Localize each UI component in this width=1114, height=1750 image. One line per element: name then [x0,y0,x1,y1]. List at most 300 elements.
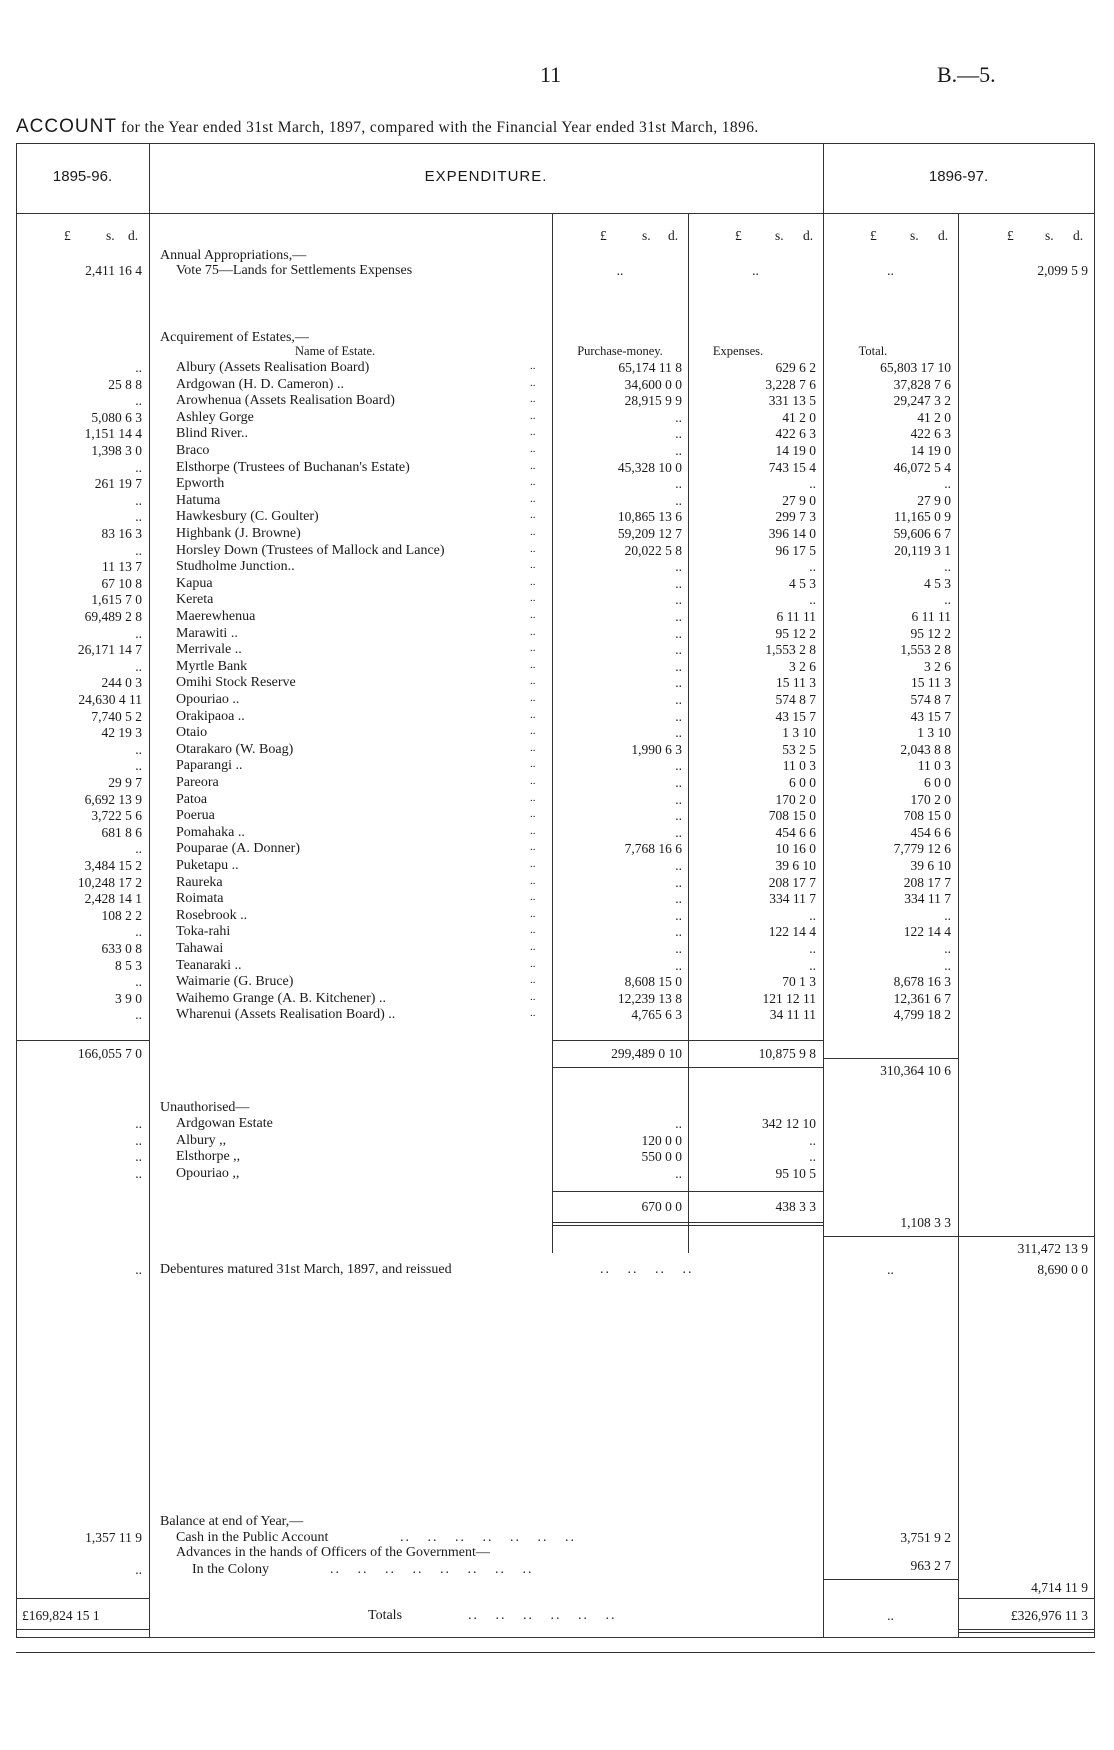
estate-expenses: 208 17 7 [768,874,816,890]
estate-leader: .. [530,360,536,372]
cash-prev: 1,357 11 9 [85,1530,142,1545]
estate-prev-year: 67 10 8 [101,575,142,591]
estate-total: 37,828 7 6 [893,376,951,392]
totals-total: .. [887,1608,894,1623]
unauthorised-subtotal-total: 1,108 3 3 [900,1215,951,1230]
rule-estates-subtotal [552,1040,823,1041]
estate-total: 43 15 7 [910,708,951,724]
estate-prev-year: .. [135,393,142,409]
estate-total: 4 5 3 [924,575,951,591]
estate-prev-year: .. [135,974,142,990]
estate-prev-year: .. [135,542,142,558]
estate-leader: .. [530,874,536,887]
estate-total: 170 2 0 [910,791,951,807]
estate-purchase: 20,022 5 8 [624,542,682,558]
estate-leader: .. [530,824,536,837]
estate-expenses: 122 14 4 [768,924,816,940]
estate-leader: .. [530,741,536,754]
colony-leader: .. .. .. .. .. .. .. .. [330,1562,534,1577]
estate-name: Waihemo Grange (A. B. Kitchener) .. [176,990,386,1006]
estate-purchase: .. [675,642,682,658]
estate-prev-year: 6,692 13 9 [84,791,142,807]
vote-75-expenses: .. [752,263,759,278]
estate-name: Puketapu .. [176,858,239,873]
totals-grand: £326,976 11 3 [1010,1608,1088,1623]
rule-prev-subtotal [16,1040,149,1041]
estate-leader: .. [530,907,536,920]
estate-purchase: .. [675,808,682,824]
estate-purchase: 28,915 9 9 [624,393,682,409]
estate-prev-year: 24,630 4 11 [78,692,142,707]
unauthorised-name: Ardgowan Estate [176,1116,273,1131]
estate-expenses: 574 8 7 [775,692,816,707]
estate-name: Horsley Down (Trustees of Mallock and Lance) [176,542,445,558]
rule-totals-grand-under [958,1629,1094,1630]
estate-prev-year: 5,080 6 3 [91,409,142,425]
estate-leader: .. [530,924,536,937]
estate-purchase: .. [675,492,682,508]
estate-name: Arowhenua (Assets Realisation Board) [176,393,395,409]
unauthorised-expenses: .. [809,1132,816,1148]
estate-purchase: .. [675,409,682,425]
estate-purchase: .. [675,791,682,807]
report-reference: B.—5. [937,62,996,87]
estate-expenses: .. [809,907,816,923]
account-title [16,116,759,138]
lsd-shillings: s. [910,228,919,243]
estate-total: 708 15 0 [903,808,951,824]
estate-expenses: 454 6 6 [775,824,816,840]
estate-purchase: .. [675,957,682,973]
estate-leader: .. [530,625,536,638]
unauthorised-name: Elsthorpe ,, [176,1149,241,1165]
estate-purchase: .. [675,609,682,624]
estate-leader: .. [530,509,536,522]
estate-leader: .. [530,758,536,771]
estate-leader: .. [530,443,536,455]
rule-totals-prev [16,1598,149,1599]
estate-total: 7,779 12 6 [893,841,951,857]
vote-75-total: .. [887,263,894,278]
column-header-1895-96: 1895-96. [52,168,113,185]
estate-expenses: .. [809,476,816,492]
estate-total: 334 11 7 [904,891,951,907]
estate-purchase: .. [675,775,682,790]
estate-prev-year: 25 8 8 [108,376,142,392]
estate-expenses: 96 17 5 [775,542,816,558]
lsd-pence: d. [938,228,949,243]
estate-purchase: 7,768 16 6 [624,841,682,857]
estate-purchase: .. [675,559,682,575]
estate-name: Merrivale .. [176,642,242,658]
estate-expenses: .. [809,957,816,973]
estate-leader: .. [530,459,536,472]
estate-purchase: .. [675,858,682,873]
estate-prev-year: 244 0 3 [101,675,142,691]
estate-prev-year: .. [135,360,142,375]
estate-prev-year: 3,484 15 2 [84,858,142,873]
estate-name: Otarakaro (W. Boag) [176,741,294,757]
vote-75-label: Vote 75—Lands for Settlements Expenses [176,263,413,278]
estate-name: Poerua [176,808,215,824]
lsd-pound: £ [600,228,607,243]
estate-prev-year: 1,398 3 0 [91,443,142,458]
estate-leader: .. [530,891,536,904]
estate-total: 454 6 6 [910,824,951,840]
debentures-total: .. [887,1262,894,1277]
estate-prev-year: 261 19 7 [94,476,142,492]
estate-leader: .. [530,974,536,987]
estate-expenses: 53 2 5 [782,741,816,757]
estate-leader: .. [530,957,536,970]
estate-prev-year: .. [135,509,142,525]
debentures-prev: .. [135,1262,142,1277]
estate-purchase: 34,600 0 0 [624,376,682,392]
colony-value: 963 2 7 [910,1558,951,1573]
estate-prev-year: 11 13 7 [102,559,142,575]
estate-name: Albury (Assets Realisation Board) [176,360,370,375]
rule-totals-grand-double [958,1632,1094,1633]
estate-name: Studholme Junction.. [176,559,295,575]
lsd-pound: £ [64,228,71,243]
estate-leader: .. [530,941,536,953]
estate-leader: .. [530,426,536,439]
estate-total: 27 9 0 [917,492,951,508]
estate-purchase: .. [675,443,682,458]
estate-total: 122 14 4 [903,924,951,940]
lsd-pound: £ [1007,228,1014,243]
totals-leader: .. .. .. .. .. .. [468,1608,617,1623]
estate-name: Otaio [176,725,208,741]
estate-total: 2,043 8 8 [900,741,951,757]
estate-purchase: .. [675,575,682,591]
estate-total: 6 11 11 [911,609,951,624]
estate-total: 20,119 3 1 [894,542,951,558]
estate-prev-year: 1,615 7 0 [91,592,142,608]
estate-purchase: .. [675,941,682,956]
unauthorised-prev-year: .. [135,1132,142,1148]
estate-expenses: 4 5 3 [789,575,816,591]
debentures-label: Debentures matured 31st March, 1897, and reissued [160,1262,452,1277]
rule-left [16,143,17,1637]
estate-total: 12,361 6 7 [893,990,951,1006]
estate-leader: .. [530,841,536,854]
acquirement-heading: Acquirement of Estates,— [160,330,309,345]
estate-expenses: 6 0 0 [789,775,816,790]
estate-expenses: 6 11 11 [776,609,816,624]
estate-prev-year: 3,722 5 6 [91,808,142,824]
estate-leader: .. [530,526,536,538]
vote-75-grand: 2,099 5 9 [1037,263,1088,278]
estate-total: .. [944,559,951,575]
estate-purchase: .. [675,891,682,907]
rule-right [958,213,959,1637]
estate-purchase: 10,865 13 6 [617,509,682,525]
lsd-pound: £ [870,228,877,243]
unauthorised-prev-year: .. [135,1116,142,1131]
estate-name: Braco [176,443,210,458]
estate-leader: .. [530,775,536,787]
estate-prev-year: .. [135,924,142,940]
estate-leader: .. [530,808,536,821]
estate-expenses: 11 0 3 [782,758,816,774]
estate-total: 15 11 3 [911,675,951,691]
column-header-expenditure: EXPENDITURE. [424,168,548,185]
estate-total: 4,799 18 2 [893,1007,951,1023]
estate-leader: .. [530,990,536,1003]
estate-prev-year: 681 8 6 [101,824,142,840]
estate-name: Highbank (J. Browne) [176,526,301,541]
totals-prev: £169,824 15 1 [22,1608,100,1623]
estate-name: Opouriao .. [176,692,240,707]
estate-total: 11,165 0 9 [894,509,951,525]
purchase-money-header: Purchase-money. [577,344,663,358]
estate-expenses: 121 12 11 [762,990,816,1006]
estate-name: Omihi Stock Reserve [176,675,296,691]
estate-purchase: .. [675,758,682,774]
estate-name: Blind River.. [176,426,248,442]
estate-purchase: .. [675,907,682,923]
unauthorised-prev-year: .. [135,1165,142,1181]
advances-label: Advances in the hands of Officers of the Government— [176,1545,490,1560]
estate-prev-year: .. [135,741,142,757]
unauthorised-purchase: 550 0 0 [641,1149,682,1165]
vote-75-prev: 2,411 16 4 [85,263,142,278]
estate-total: 59,606 6 7 [893,526,951,541]
estate-prev-year: 26,171 14 7 [77,642,142,658]
rule-unauth-subtotal-under [552,1222,823,1223]
estate-name: Orakipaoa .. [176,708,245,724]
estate-purchase: .. [675,692,682,707]
estate-name: Pareora [176,775,219,790]
estate-expenses: .. [809,941,816,956]
cash-label: Cash in the Public Account [176,1530,329,1545]
estate-name: Paparangi .. [176,758,243,774]
rule-unauth-subtotal-double [552,1225,823,1226]
lsd-pence: d. [803,228,814,243]
estate-purchase: .. [675,592,682,608]
unauthorised-heading: Unauthorised— [160,1100,250,1115]
estate-prev-year: .. [135,492,142,508]
lsd-pence: d. [1073,228,1084,243]
estate-prev-year: 2,428 14 1 [84,891,142,907]
estate-expenses: 3,228 7 6 [765,376,816,392]
colony-prev: .. [135,1562,142,1577]
estate-expenses: 27 9 0 [782,492,816,508]
estate-prev-year: 83 16 3 [101,526,142,541]
estate-leader: .. [530,791,536,804]
estate-prev-year: .. [135,658,142,674]
estate-expenses: 422 6 3 [775,426,816,442]
unauthorised-name: Albury ,, [176,1132,227,1148]
estate-total: 8,678 16 3 [893,974,951,990]
estate-leader: .. [530,409,536,422]
estate-prev-year: .. [135,459,142,475]
estate-name: Teanaraki .. [176,957,242,973]
rule-totals-grand [958,1598,1094,1599]
estate-name: Pouparae (A. Donner) [176,841,301,857]
table-top-rule [16,143,1095,144]
rule-total-subtotal [823,1058,958,1059]
estate-prev-year: 7,740 5 2 [91,708,142,724]
estate-purchase: 8,608 15 0 [624,974,682,990]
estate-total: 3 2 6 [924,658,951,674]
rule-unauth-total [823,1236,1094,1237]
rule-balance [823,1579,958,1580]
estate-name: Tahawai [176,941,224,956]
estate-expenses: 708 15 0 [768,808,816,824]
estate-leader: .. [530,725,536,738]
estate-expenses: 743 15 4 [768,459,816,475]
estate-purchase: .. [675,658,682,674]
estate-total: 208 17 7 [903,874,951,890]
estate-purchase: .. [675,725,682,741]
estate-name: Elsthorpe (Trustees of Buchanan's Estate) [176,459,410,475]
estate-name: Ardgowan (H. D. Cameron) .. [176,376,344,392]
estate-expenses: 170 2 0 [775,791,816,807]
appropriations-heading: Annual Appropriations,— [160,248,307,263]
estate-purchase: .. [675,874,682,890]
estate-leader: .. [530,692,536,704]
estate-purchase: .. [675,476,682,492]
estate-prev-year: 633 0 8 [101,941,142,956]
estate-prev-year: 29 9 7 [108,775,142,790]
estate-total: 574 8 7 [910,692,951,707]
unauthorised-prev-year: .. [135,1149,142,1165]
estate-purchase: .. [675,625,682,641]
estate-total: .. [944,476,951,492]
estate-leader: .. [530,858,536,870]
unauthorised-expenses: 342 12 10 [762,1116,816,1131]
unauthorised-purchase: .. [675,1116,682,1131]
unauthorised-expenses: .. [809,1149,816,1165]
name-of-estate-header: Name of Estate. [295,344,376,358]
estate-name: Ashley Gorge [176,409,254,425]
estate-leader: .. [530,592,536,605]
estate-total: 11 0 3 [917,758,951,774]
estates-subtotal-prev: 166,055 7 0 [77,1046,142,1061]
colony-label: In the Colony [192,1562,269,1577]
rule-estates-subtotal-under [552,1067,823,1068]
vote-75-purchase: .. [616,263,624,278]
estate-total: 39 6 10 [910,858,951,873]
estate-name: Raureka [176,874,223,890]
estate-name: Marawiti .. [176,625,238,641]
unauthorised-purchase: 120 0 0 [641,1132,682,1148]
estate-prev-year: 42 19 3 [101,725,142,741]
estate-leader: .. [530,708,536,721]
estate-expenses: 95 12 2 [775,625,816,641]
balance-total: 4,714 11 9 [1031,1580,1088,1595]
estate-expenses: 3 2 6 [789,658,816,674]
unauthorised-subtotal-expenses: 438 3 3 [775,1199,816,1214]
estate-name: Rosebrook .. [176,907,248,923]
estate-prev-year: 3 9 0 [115,990,142,1006]
estate-expenses: 331 13 5 [768,393,816,409]
estate-prev-year: .. [135,758,142,774]
estate-prev-year: 69,489 2 8 [84,609,142,624]
lsd-shillings: s. [1045,228,1054,243]
estate-total: 422 6 3 [910,426,951,442]
estate-purchase: 1,990 6 3 [631,741,682,757]
estate-leader: .. [530,476,536,489]
estate-total: 95 12 2 [910,625,951,641]
totals-label: Totals [368,1608,403,1623]
estate-expenses: 334 11 7 [769,891,816,907]
estate-expenses: 41 2 0 [782,409,816,425]
rule-unauth-subtotal [552,1191,823,1192]
estate-purchase: .. [675,675,682,691]
estate-prev-year: .. [135,625,142,641]
estate-total: .. [944,941,951,956]
estate-expenses: 1 3 10 [782,725,816,741]
estate-expenses: 39 6 10 [775,858,816,873]
estate-name: Waimarie (G. Bruce) [176,974,294,990]
unauthorised-purchase: .. [675,1165,682,1181]
balance-heading: Balance at end of Year,— [160,1514,304,1529]
page-number: 11 [540,62,562,87]
estate-purchase: 4,765 6 3 [631,1007,682,1023]
lsd-shillings: s. [642,228,651,243]
estates-subtotal-expenses: 10,875 9 8 [758,1046,816,1061]
estate-purchase: .. [675,824,682,840]
estate-name: Myrtle Bank [176,658,248,674]
estate-total: 41 2 0 [917,409,951,425]
estate-purchase: .. [675,924,682,940]
header-bottom-rule [16,213,1095,214]
estate-name: Kapua [176,575,213,591]
lsd-shillings: s. [106,228,115,243]
estate-purchase: 12,239 13 8 [617,990,682,1006]
unauthorised-subtotal-purchase: 670 0 0 [641,1199,682,1214]
account-title-lead: ACCOUNT [16,116,117,137]
total-header: Total. [858,344,888,358]
debentures-leader: .. .. .. .. [600,1262,694,1277]
estate-prev-year: .. [135,1007,142,1023]
estate-prev-year: .. [135,841,142,857]
estate-leader: .. [530,609,536,621]
estate-expenses: 299 7 3 [775,509,816,525]
estate-expenses: 15 11 3 [776,675,816,691]
estate-name: Hawkesbury (C. Goulter) [176,509,319,525]
estate-leader: .. [530,675,536,688]
estate-leader: .. [530,575,536,588]
unauthorised-name: Opouriao ,, [176,1165,240,1181]
estate-purchase: 65,174 11 8 [618,360,682,375]
estate-total: .. [944,592,951,608]
estate-purchase: .. [675,426,682,442]
estate-prev-year: 108 2 2 [101,907,142,923]
lsd-shillings: s. [775,228,784,243]
estate-expenses: 629 6 2 [775,360,816,375]
estate-expenses: 396 14 0 [768,526,816,541]
estate-expenses: 10 16 0 [775,841,816,857]
estate-expenses: 70 1 3 [782,974,816,990]
estate-total: .. [944,907,951,923]
estate-expenses: 34 11 11 [769,1007,816,1023]
estate-name: Patoa [176,791,208,807]
estate-expenses: .. [809,559,816,575]
estate-expenses: 14 19 0 [775,443,816,458]
expenses-header: Expenses. [712,344,764,358]
cash-leader: .. .. .. .. .. .. .. [400,1530,576,1545]
estate-leader: .. [530,393,536,406]
estate-total: .. [944,957,951,973]
estate-total: 29,247 3 2 [893,393,951,409]
estate-name: Toka-rahi [176,924,231,940]
rule-outer-right [1094,143,1095,1637]
estate-purchase: 45,328 10 0 [617,459,682,475]
